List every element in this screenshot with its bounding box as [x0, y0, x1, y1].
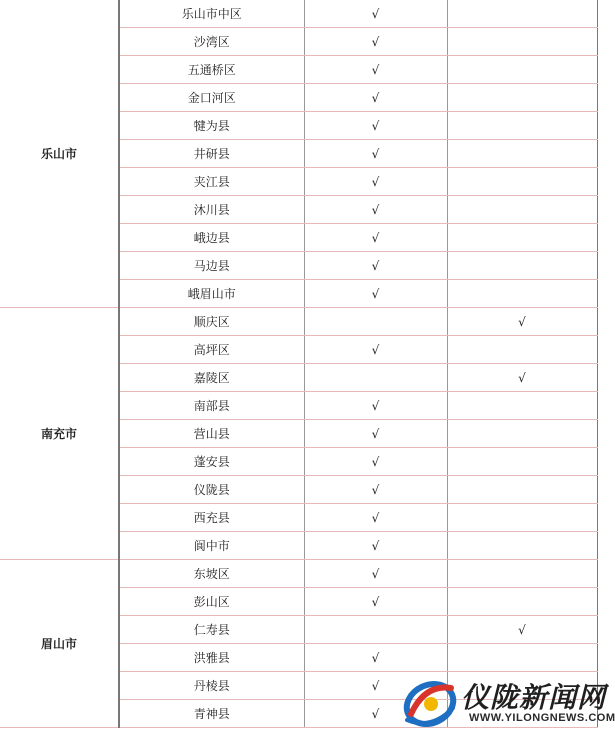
check-cell-b [447, 504, 597, 532]
check-cell-a: √ [304, 224, 447, 252]
check-cell-b [447, 280, 597, 308]
county-cell: 营山县 [119, 420, 304, 448]
check-cell-b [447, 476, 597, 504]
county-cell: 峨眉山市 [119, 280, 304, 308]
check-cell-b [447, 252, 597, 280]
watermark-name: 仪陇新闻网 [461, 681, 607, 714]
watermark-logo [401, 672, 615, 732]
check-cell-a: √ [304, 84, 447, 112]
table-row [0, 0, 597, 28]
county-cell: 西充县 [119, 504, 304, 532]
county-cell: 犍为县 [119, 112, 304, 140]
county-cell: 洪雅县 [119, 644, 304, 672]
check-cell-b [447, 336, 597, 364]
check-cell-b [447, 28, 597, 56]
check-cell-a [304, 364, 447, 392]
check-cell-a: √ [304, 644, 447, 672]
check-cell-a: √ [304, 140, 447, 168]
check-cell-a: √ [304, 336, 447, 364]
yilong-swirl-icon [401, 674, 459, 730]
table-row [0, 308, 597, 336]
check-cell-b [447, 448, 597, 476]
check-cell-a: √ [304, 56, 447, 84]
county-cell: 井研县 [119, 140, 304, 168]
county-cell: 金口河区 [119, 84, 304, 112]
county-cell: 彭山区 [119, 588, 304, 616]
check-cell-a [304, 308, 447, 336]
watermark-url: WWW.YILONGNEWS.COM [469, 712, 615, 724]
check-cell-b [447, 532, 597, 560]
check-cell-a: √ [304, 252, 447, 280]
check-cell-a: √ [304, 168, 447, 196]
check-cell-a: √ [304, 420, 447, 448]
county-cell: 高坪区 [119, 336, 304, 364]
check-cell-a: √ [304, 448, 447, 476]
city-cell: 南充市 [0, 308, 119, 560]
check-cell-a: √ [304, 504, 447, 532]
check-cell-b [447, 112, 597, 140]
check-cell-a: √ [304, 28, 447, 56]
county-cell: 峨边县 [119, 224, 304, 252]
check-cell-a: √ [304, 560, 447, 588]
check-cell-a: √ [304, 0, 447, 28]
county-cell: 阆中市 [119, 532, 304, 560]
check-cell-b [447, 168, 597, 196]
check-cell-a: √ [304, 700, 447, 728]
city-cell: 眉山市 [0, 560, 119, 728]
check-cell-b: √ [447, 308, 597, 336]
city-cell: 乐山市 [0, 0, 119, 308]
check-cell-a [304, 616, 447, 644]
table-row [0, 560, 597, 588]
check-cell-b [447, 196, 597, 224]
county-cell: 仁寿县 [119, 616, 304, 644]
county-cell: 乐山市中区 [119, 0, 304, 28]
check-cell-b [447, 588, 597, 616]
check-cell-b [447, 56, 597, 84]
county-cell: 东坡区 [119, 560, 304, 588]
check-cell-a: √ [304, 392, 447, 420]
check-cell-b: √ [447, 616, 597, 644]
check-cell-a: √ [304, 112, 447, 140]
check-cell-a: √ [304, 476, 447, 504]
check-cell-b [447, 0, 597, 28]
check-cell-b [447, 420, 597, 448]
county-cell: 蓬安县 [119, 448, 304, 476]
check-cell-a: √ [304, 196, 447, 224]
check-cell-b [447, 140, 597, 168]
county-cell: 丹棱县 [119, 672, 304, 700]
check-cell-a: √ [304, 588, 447, 616]
county-cell: 沐川县 [119, 196, 304, 224]
county-cell: 五通桥区 [119, 56, 304, 84]
check-cell-a: √ [304, 672, 447, 700]
county-cell: 嘉陵区 [119, 364, 304, 392]
check-cell-b [447, 644, 597, 672]
check-cell-b [447, 392, 597, 420]
check-cell-b [447, 224, 597, 252]
county-cell: 夹江县 [119, 168, 304, 196]
county-cell: 马边县 [119, 252, 304, 280]
check-cell-a: √ [304, 532, 447, 560]
check-cell-a: √ [304, 280, 447, 308]
county-cell: 仪陇县 [119, 476, 304, 504]
county-cell: 沙湾区 [119, 28, 304, 56]
check-cell-b: √ [447, 364, 597, 392]
county-cell: 南部县 [119, 392, 304, 420]
county-cell: 顺庆区 [119, 308, 304, 336]
county-cell: 青神县 [119, 700, 304, 728]
check-cell-b [447, 560, 597, 588]
check-cell-b [447, 84, 597, 112]
